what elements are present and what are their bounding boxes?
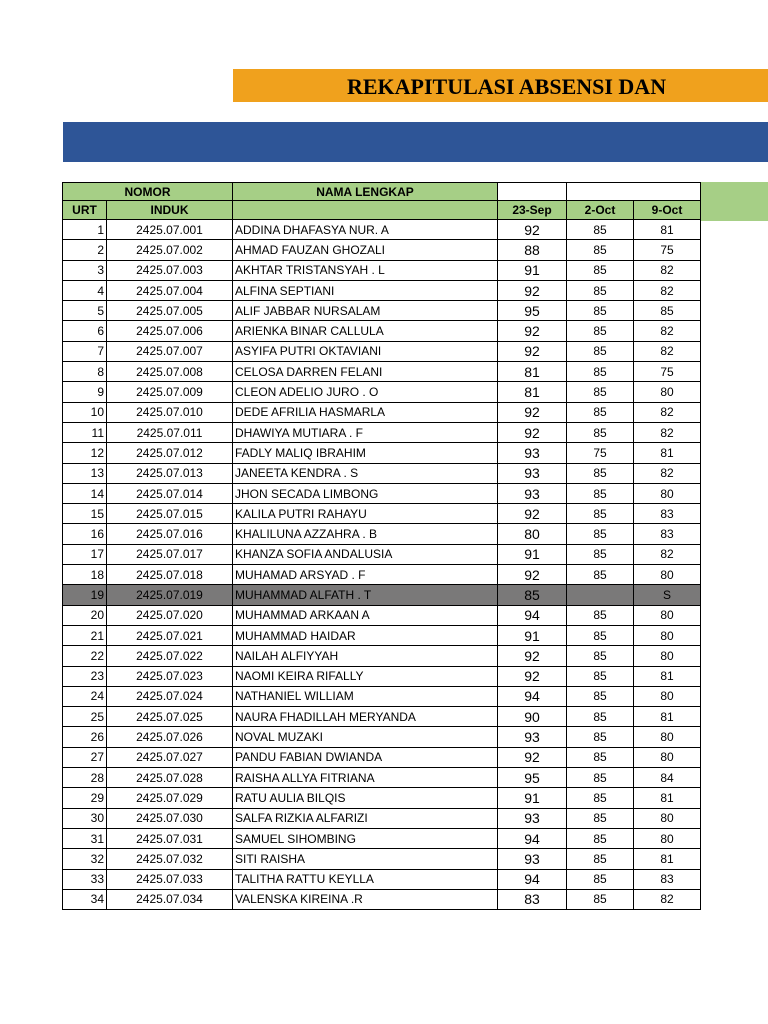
row-name: NAURA FHADILLAH MERYANDA [233,707,498,727]
row-value-9-oct: 83 [634,869,701,889]
row-value-9-oct: 81 [634,220,701,240]
row-value-2-oct: 85 [567,788,634,808]
table-row [63,240,701,260]
row-value-2-oct: 85 [567,605,634,625]
row-induk: 2425.07.024 [107,686,233,706]
table-row [63,707,701,727]
row-induk: 2425.07.026 [107,727,233,747]
row-induk: 2425.07.027 [107,747,233,767]
table-row [63,301,701,321]
row-urt: 11 [63,422,107,442]
row-value-2-oct: 85 [567,849,634,869]
row-urt: 29 [63,788,107,808]
row-urt: 32 [63,849,107,869]
row-value-9-oct: 82 [634,402,701,422]
row-name: NAILAH ALFIYYAH [233,646,498,666]
table-row [63,686,701,706]
row-name: JANEETA KENDRA . S [233,463,498,483]
row-induk: 2425.07.020 [107,605,233,625]
row-urt: 3 [63,260,107,280]
row-induk: 2425.07.001 [107,220,233,240]
row-value-2-oct: 85 [567,280,634,300]
row-value-9-oct: 80 [634,808,701,828]
row-name: KHANZA SOFIA ANDALUSIA [233,544,498,564]
row-induk: 2425.07.023 [107,666,233,686]
row-value-2-oct: 85 [567,301,634,321]
row-urt: 8 [63,362,107,382]
header-nomor: NOMOR [63,183,233,201]
title-banner [233,69,768,102]
row-value-2-oct: 85 [567,707,634,727]
row-name: NAOMI KEIRA RIFALLY [233,666,498,686]
row-urt: 25 [63,707,107,727]
header-name-blank [233,201,498,220]
row-urt: 6 [63,321,107,341]
row-name: ADDINA DHAFASYA NUR. A [233,220,498,240]
row-value-2-oct: 85 [567,524,634,544]
row-induk: 2425.07.007 [107,341,233,361]
row-urt: 28 [63,768,107,788]
row-induk: 2425.07.011 [107,422,233,442]
row-urt: 21 [63,625,107,645]
row-value-2-oct [567,585,634,605]
row-urt: 15 [63,504,107,524]
row-name: KHALILUNA AZZAHRA . B [233,524,498,544]
table-row [63,382,701,402]
row-value-23-sep: 92 [498,666,567,686]
row-value-9-oct: 81 [634,443,701,463]
row-urt: 33 [63,869,107,889]
row-name: NOVAL MUZAKI [233,727,498,747]
row-induk: 2425.07.004 [107,280,233,300]
table-row [63,321,701,341]
row-value-23-sep: 94 [498,605,567,625]
row-value-9-oct: S [634,585,701,605]
row-urt: 14 [63,483,107,503]
page-title: REKAPITULASI ABSENSI DAN [347,74,667,99]
table-row [63,747,701,767]
row-value-23-sep: 92 [498,422,567,442]
row-value-9-oct: 80 [634,382,701,402]
table-row [63,585,701,605]
table-row [63,504,701,524]
row-urt: 7 [63,341,107,361]
row-value-23-sep: 85 [498,585,567,605]
table-row [63,341,701,361]
table-row [63,768,701,788]
row-urt: 26 [63,727,107,747]
table-row [63,849,701,869]
row-urt: 19 [63,585,107,605]
row-value-9-oct: 85 [634,301,701,321]
row-induk: 2425.07.006 [107,321,233,341]
row-name: CLEON ADELIO JURO . O [233,382,498,402]
row-value-2-oct: 85 [567,422,634,442]
row-urt: 17 [63,544,107,564]
table-body [63,220,701,910]
row-value-9-oct: 80 [634,605,701,625]
row-induk: 2425.07.019 [107,585,233,605]
row-value-23-sep: 92 [498,504,567,524]
row-value-9-oct: 80 [634,646,701,666]
row-value-23-sep: 92 [498,341,567,361]
row-name: SALFA RIZKIA ALFARIZI [233,808,498,828]
row-value-2-oct: 85 [567,747,634,767]
row-value-23-sep: 92 [498,280,567,300]
row-value-2-oct: 85 [567,808,634,828]
row-name: ALIF JABBAR NURSALAM [233,301,498,321]
row-value-23-sep: 81 [498,362,567,382]
attendance-table [62,182,701,910]
row-value-23-sep: 93 [498,808,567,828]
row-value-9-oct: 82 [634,341,701,361]
row-value-23-sep: 90 [498,707,567,727]
row-name: CELOSA DARREN FELANI [233,362,498,382]
row-value-9-oct: 82 [634,422,701,442]
row-urt: 16 [63,524,107,544]
header-date-c: 9-Oct [634,201,701,220]
header-blank-bc [567,183,701,201]
row-value-9-oct: 81 [634,666,701,686]
row-name: AHMAD FAUZAN GHOZALI [233,240,498,260]
table-row [63,666,701,686]
row-value-2-oct: 85 [567,565,634,585]
table-row [63,625,701,645]
row-value-9-oct: 83 [634,524,701,544]
row-value-23-sep: 95 [498,301,567,321]
row-induk: 2425.07.012 [107,443,233,463]
row-value-2-oct: 85 [567,220,634,240]
row-urt: 27 [63,747,107,767]
row-value-9-oct: 80 [634,686,701,706]
row-value-9-oct: 81 [634,849,701,869]
row-value-9-oct: 82 [634,260,701,280]
row-induk: 2425.07.021 [107,625,233,645]
row-value-2-oct: 75 [567,443,634,463]
row-value-2-oct: 85 [567,260,634,280]
row-value-9-oct: 82 [634,280,701,300]
row-name: MUHAMMAD HAIDAR [233,625,498,645]
row-urt: 30 [63,808,107,828]
row-induk: 2425.07.022 [107,646,233,666]
row-value-2-oct: 85 [567,382,634,402]
row-value-2-oct: 85 [567,666,634,686]
row-induk: 2425.07.030 [107,808,233,828]
table-row [63,524,701,544]
row-name: AKHTAR TRISTANSYAH . L [233,260,498,280]
table-row [63,889,701,909]
row-name: SAMUEL SIHOMBING [233,828,498,848]
row-value-9-oct: 83 [634,504,701,524]
row-value-2-oct: 85 [567,504,634,524]
row-induk: 2425.07.032 [107,849,233,869]
row-value-23-sep: 92 [498,321,567,341]
row-induk: 2425.07.031 [107,828,233,848]
row-urt: 4 [63,280,107,300]
row-value-23-sep: 93 [498,443,567,463]
table-row [63,483,701,503]
row-name: JHON SECADA LIMBONG [233,483,498,503]
row-value-9-oct: 80 [634,828,701,848]
blue-banner [63,122,768,162]
row-value-2-oct: 85 [567,362,634,382]
row-urt: 24 [63,686,107,706]
row-induk: 2425.07.029 [107,788,233,808]
row-urt: 2 [63,240,107,260]
row-induk: 2425.07.005 [107,301,233,321]
row-value-23-sep: 91 [498,544,567,564]
table-row [63,422,701,442]
row-value-23-sep: 91 [498,625,567,645]
row-value-23-sep: 93 [498,849,567,869]
table-row [63,828,701,848]
row-urt: 23 [63,666,107,686]
row-induk: 2425.07.028 [107,768,233,788]
table-row [63,565,701,585]
row-value-23-sep: 94 [498,828,567,848]
row-name: DEDE AFRILIA HASMARLA [233,402,498,422]
row-induk: 2425.07.014 [107,483,233,503]
row-induk: 2425.07.015 [107,504,233,524]
row-name: TALITHA RATTU KEYLLA [233,869,498,889]
row-value-2-oct: 85 [567,544,634,564]
row-urt: 9 [63,382,107,402]
row-name: ALFINA SEPTIANI [233,280,498,300]
table-row [63,544,701,564]
row-induk: 2425.07.003 [107,260,233,280]
row-value-9-oct: 82 [634,544,701,564]
row-value-23-sep: 93 [498,483,567,503]
row-value-2-oct: 85 [567,646,634,666]
row-value-2-oct: 85 [567,869,634,889]
row-induk: 2425.07.018 [107,565,233,585]
row-value-23-sep: 92 [498,402,567,422]
row-value-9-oct: 82 [634,463,701,483]
row-value-9-oct: 75 [634,240,701,260]
header-date-b: 2-Oct [567,201,634,220]
row-value-9-oct: 81 [634,707,701,727]
row-name: RATU AULIA BILQIS [233,788,498,808]
row-value-23-sep: 91 [498,260,567,280]
row-value-9-oct: 80 [634,565,701,585]
row-name: MUHAMAD ARSYAD . F [233,565,498,585]
row-value-9-oct: 80 [634,747,701,767]
header-induk: INDUK [107,201,233,220]
row-value-9-oct: 81 [634,788,701,808]
row-value-23-sep: 93 [498,463,567,483]
row-name: ARIENKA BINAR CALLULA [233,321,498,341]
row-urt: 31 [63,828,107,848]
row-induk: 2425.07.002 [107,240,233,260]
row-induk: 2425.07.009 [107,382,233,402]
row-urt: 5 [63,301,107,321]
row-name: VALENSKA KIREINA .R [233,889,498,909]
table-row [63,280,701,300]
row-value-23-sep: 92 [498,220,567,240]
header-date-a: 23-Sep [498,201,567,220]
row-value-2-oct: 85 [567,240,634,260]
row-value-2-oct: 85 [567,889,634,909]
row-value-23-sep: 94 [498,869,567,889]
row-value-9-oct: 75 [634,362,701,382]
table-row [63,402,701,422]
row-name: KALILA PUTRI RAHAYU [233,504,498,524]
header-blank-a [498,183,567,201]
row-value-2-oct: 85 [567,321,634,341]
table-row [63,463,701,483]
row-value-2-oct: 85 [567,727,634,747]
row-value-23-sep: 88 [498,240,567,260]
row-urt: 12 [63,443,107,463]
row-value-2-oct: 85 [567,625,634,645]
row-value-23-sep: 92 [498,646,567,666]
header-extension [700,182,768,221]
row-urt: 18 [63,565,107,585]
table-row [63,605,701,625]
row-value-23-sep: 93 [498,727,567,747]
table-row [63,869,701,889]
table-row [63,260,701,280]
row-value-23-sep: 94 [498,686,567,706]
table-row [63,362,701,382]
row-induk: 2425.07.010 [107,402,233,422]
table-row [63,788,701,808]
row-value-9-oct: 82 [634,321,701,341]
row-value-2-oct: 85 [567,828,634,848]
row-value-23-sep: 92 [498,747,567,767]
row-value-2-oct: 85 [567,341,634,361]
table-row [63,443,701,463]
row-value-23-sep: 95 [498,768,567,788]
row-induk: 2425.07.016 [107,524,233,544]
row-value-23-sep: 81 [498,382,567,402]
row-value-9-oct: 80 [634,727,701,747]
table-row [63,808,701,828]
row-value-23-sep: 91 [498,788,567,808]
table-row [63,646,701,666]
row-induk: 2425.07.013 [107,463,233,483]
row-induk: 2425.07.034 [107,889,233,909]
row-value-23-sep: 92 [498,565,567,585]
row-value-9-oct: 80 [634,483,701,503]
row-urt: 10 [63,402,107,422]
row-value-9-oct: 80 [634,625,701,645]
row-urt: 1 [63,220,107,240]
row-induk: 2425.07.008 [107,362,233,382]
row-induk: 2425.07.017 [107,544,233,564]
row-name: ASYIFA PUTRI OKTAVIANI [233,341,498,361]
row-urt: 34 [63,889,107,909]
row-urt: 13 [63,463,107,483]
row-value-9-oct: 84 [634,768,701,788]
row-induk: 2425.07.033 [107,869,233,889]
row-name: SITI RAISHA [233,849,498,869]
row-induk: 2425.07.025 [107,707,233,727]
row-value-9-oct: 82 [634,889,701,909]
row-name: MUHAMMAD ALFATH . T [233,585,498,605]
row-value-2-oct: 85 [567,483,634,503]
row-value-2-oct: 85 [567,402,634,422]
row-name: RAISHA ALLYA FITRIANA [233,768,498,788]
row-value-2-oct: 85 [567,686,634,706]
row-value-2-oct: 85 [567,463,634,483]
row-name: FADLY MALIQ IBRAHIM [233,443,498,463]
header-urt: URT [63,201,107,220]
row-name: NATHANIEL WILLIAM [233,686,498,706]
table-row [63,727,701,747]
row-name: PANDU FABIAN DWIANDA [233,747,498,767]
row-urt: 20 [63,605,107,625]
row-value-23-sep: 83 [498,889,567,909]
row-value-23-sep: 80 [498,524,567,544]
row-name: DHAWIYA MUTIARA . F [233,422,498,442]
table-row [63,220,701,240]
row-name: MUHAMMAD ARKAAN A [233,605,498,625]
row-value-2-oct: 85 [567,768,634,788]
row-urt: 22 [63,646,107,666]
header-nama-lengkap: NAMA LENGKAP [233,183,498,201]
